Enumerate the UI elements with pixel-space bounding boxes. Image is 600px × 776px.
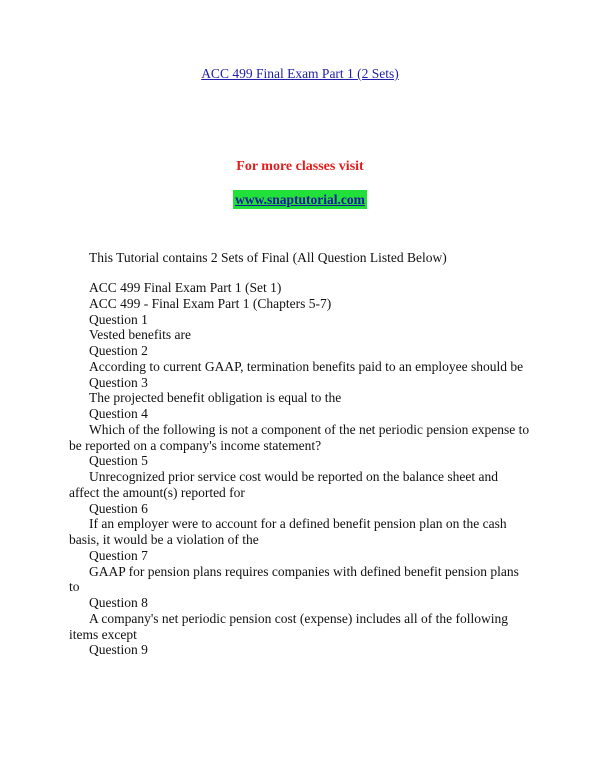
- question-text: GAAP for pension plans requires companies with defined benefit pension plans to: [69, 563, 519, 595]
- document-title-link[interactable]: ACC 499 Final Exam Part 1 (2 Sets): [201, 66, 399, 81]
- website-link[interactable]: www.snaptutorial.com: [235, 192, 365, 207]
- question-label: Question 3: [89, 374, 148, 390]
- question-text: A company's net periodic pension cost (expense) includes all of the following items except: [69, 610, 508, 642]
- question-label: Question 8: [89, 595, 148, 610]
- intro-text: This Tutorial contains 2 Sets of Final (All Question Listed Below): [89, 250, 447, 265]
- question-text: According to current GAAP, termination benefits paid to an employee should be: [89, 358, 524, 374]
- question-label: Question 2: [89, 343, 148, 358]
- question-text: Which of the following is not a component of the net periodic pension expense to be reported on a company's income statement?: [69, 421, 530, 453]
- question-label: Question 7: [89, 547, 148, 563]
- question-label: Question 5: [89, 453, 148, 469]
- question-label: Question 1: [89, 311, 148, 327]
- promo-text: For more classes visit: [236, 159, 364, 174]
- question-text: The projected benefit obligation is equal to the: [89, 390, 342, 406]
- question-text: If an employer were to account for a defined benefit pension plan on the cash basis, it would be a violation of the: [69, 516, 507, 547]
- question-list: [69, 280, 531, 658]
- question-text: Unrecognized prior service cost would be reported on the balance sheet and affect the amount(s) reported for: [69, 469, 498, 500]
- chapter-heading: ACC 499 - Final Exam Part 1 (Chapters 5-7): [89, 295, 332, 311]
- question-label: Question 4: [89, 406, 148, 421]
- website-link-wrap: [0, 190, 600, 209]
- question-text: Vested benefits are: [89, 327, 191, 343]
- question-label: Question 9: [89, 642, 148, 658]
- question-label: Question 6: [89, 500, 148, 516]
- set-heading: ACC 499 Final Exam Part 1 (Set 1): [89, 280, 282, 295]
